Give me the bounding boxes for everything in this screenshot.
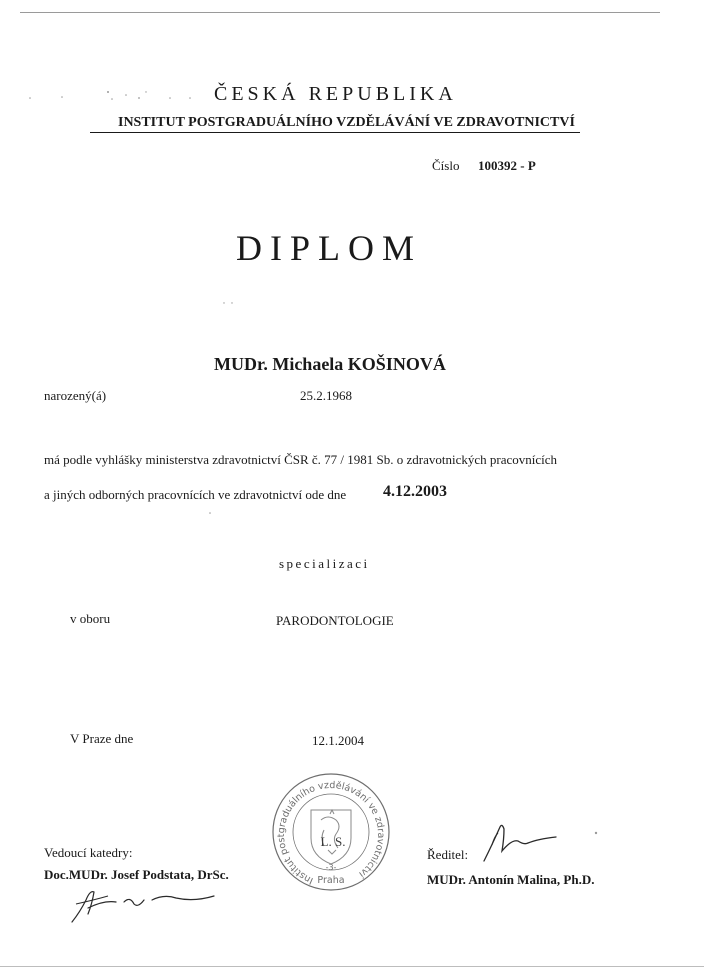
director-name: MUDr. Antonín Malina, Ph.D. <box>427 872 595 887</box>
body-text-line-1: má podle vyhlášky ministerstva zdravotnictví ČSR č. 77 / 1981 Sb. o zdravotnických pracovnících <box>44 452 558 467</box>
field-label: v oboru <box>70 611 111 626</box>
place-label: V Praze dne <box>70 731 134 746</box>
field-value: PARODONTOLOGIE <box>276 613 394 628</box>
born-date: 25.2.1968 <box>300 388 352 403</box>
born-label: narozený(á) <box>44 388 107 403</box>
body-text-line-2: a jiných odborných pracovnících ve zdravotnictví ode dne <box>44 487 347 502</box>
specialization-heading: specializaci <box>279 556 370 571</box>
stamp-ring-text: Institut postgraduálního vzdělávání ve zdravotnictví <box>276 779 387 887</box>
effective-date: 4.12.2003 <box>383 483 447 500</box>
stamp-number: -3- <box>325 863 337 872</box>
director-label: Ředitel: <box>427 847 469 862</box>
head-signature <box>64 878 224 930</box>
country-heading: ČESKÁ REPUBLIKA <box>214 83 457 105</box>
director-signature <box>478 815 568 865</box>
recipient-name: MUDr. Michaela KOŠINOVÁ <box>214 354 446 374</box>
diploma-title: DIPLOM <box>236 228 423 268</box>
official-stamp <box>266 770 396 894</box>
institute-name: INSTITUT POSTGRADUÁLNÍHO VZDĚLÁVÁNÍ VE ZDRAVOTNICTVÍ <box>118 115 575 130</box>
stamp-city: Praha <box>317 875 345 886</box>
bottom-rule <box>0 966 704 967</box>
diploma-number: 100392 - P <box>478 158 536 173</box>
stamp-seal-icon <box>266 770 396 894</box>
head-of-department-label: Vedoucí katedry: <box>44 845 133 860</box>
number-label: Číslo <box>432 158 460 173</box>
head-of-department-name: Doc.MUDr. Josef Podstata, DrSc. <box>44 867 229 882</box>
stamp-center-text: L. S. <box>320 834 346 849</box>
issue-date: 12.1.2004 <box>312 733 364 748</box>
institute-heading <box>90 115 580 133</box>
